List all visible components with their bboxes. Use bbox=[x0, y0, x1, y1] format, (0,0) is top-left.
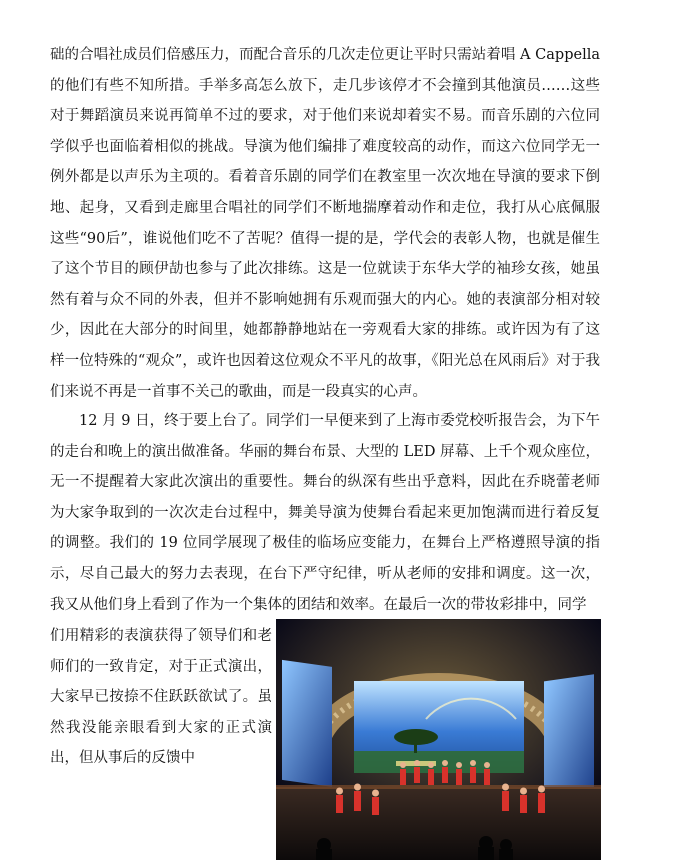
right-side-screen bbox=[544, 674, 594, 801]
stage-photo-svg bbox=[276, 619, 601, 860]
paragraph-1: 础的合唱社成员们倍感压力，而配合音乐的几次走位更让平时只需站着唱 A Cappella 的他们有些不知所措。手举多高怎么放下，走几步该停才不会撞到其他演员……这些对于舞蹈演员来说再简单不过的要求，对于他们来说却着实不易。而音乐剧的六位同学似乎也面临着相似的挑战。导演为他们编排了难度较高的动作，而这六位同学无一例外都是以声乐为主项的。看着音乐剧的同学们在教室里一次次地在导演的要求下倒地、起身，又看到走廊里合唱社的同学们不断地揣摩着动作和走位，我打从心底佩服这些“90后”，谁说他们吃不了苦呢？值得一提的是，学代会的表彰人物，也就是催生了这个节目的顾伊劼也参与了此次排练。这是一位就读于东华大学的袖珍女孩，她虽然有着与众不同的外表，但并不影响她拥有乐观而强大的内心。她的表演部分相对较少，因此在大部分的时间里，她都静静地站在一旁观看大家的排练。或许因为有了这样一位特殊的“观众”，或许也因着这位观众不平凡的故事，《阳光总在风雨后》对于我们来说不再是一首事不关己的歌曲，而是一段真实的心声。 bbox=[50, 47, 600, 400]
left-side-screen bbox=[282, 660, 332, 787]
paragraph-2: 12 月 9 日，终于要上台了。同学们一早便来到了上海市委党校听报告会，为下午的走台和晚上的演出做准备。华丽的舞台布景、大型的 LED 屏幕、上千个观众座位，无一不提醒着大家此次演出的重要性。舞台的纵深有些出乎意料，因此在乔晓蕾老师为大家争取到的一次次走台过程中，舞美导演为使舞台看起来更加饱满而进行着反复的调整。我们的 19 位同学展现了极佳的临场应变能力，在舞台上严格遵照导演的指示，尽自己最大的努力去表现，在台下严守纪律，听从老师的安排和调度。这一次，我又从他们身上看到了作为一个集体的团结和效率。在最后一次的带妆彩排中，同学 bbox=[50, 413, 600, 613]
paragraph-3-wrapped: 们用精彩的表演获得了领导们和老师们的一致肯定，对于正式演出，大家早已按捺不住跃跃欲试了。虽然我没能亲眼看到大家的正式演出，但从事后的反馈中 bbox=[50, 628, 272, 767]
stage-performance-photo bbox=[276, 619, 601, 860]
